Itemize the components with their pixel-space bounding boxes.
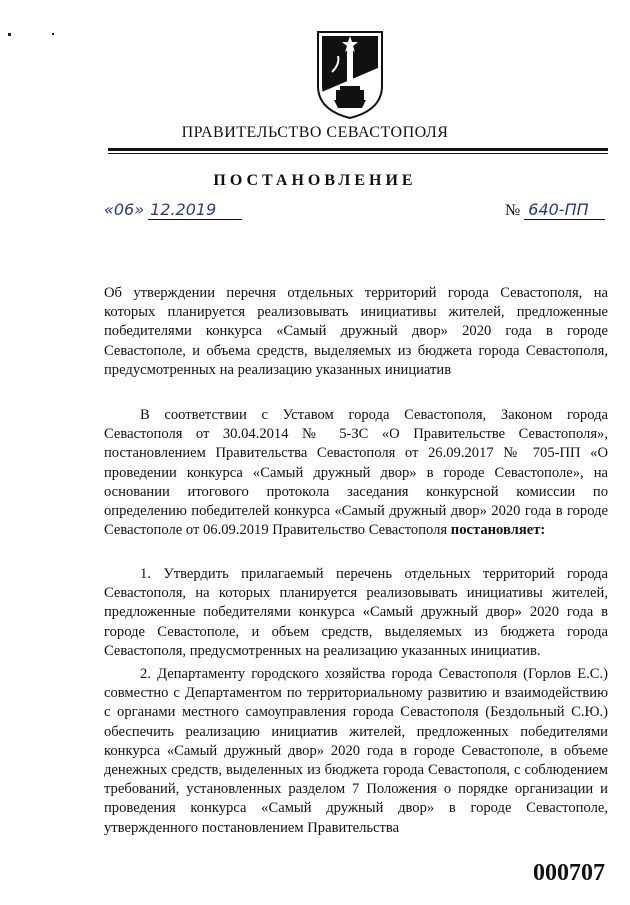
number-value: 640-ПП	[524, 200, 604, 220]
date-open-quote: «	[104, 200, 114, 219]
date-underline-tail	[218, 202, 242, 220]
document-subject: Об утверждении перечня отдельных территорий города Севастополя, на которых планируется реализовывать инициативы жителей, предложенные победителями конкурса «Самый дружный двор» 2020 года в городе Севастополе, и объема средств, выделяемых из бюджета города Севастополя, предусмотренных на реализацию указанных инициатив	[104, 285, 608, 378]
header-rule-thick	[108, 148, 608, 151]
serial-number: 000707	[533, 860, 605, 886]
sevastopol-coat-of-arms-icon	[314, 28, 386, 120]
resolves-word: постановляет:	[450, 522, 546, 539]
document-type-title: ПОСТАНОВЛЕНИЕ	[213, 172, 417, 189]
preamble-paragraph	[104, 406, 608, 540]
number-prefix: №	[505, 202, 521, 219]
item-1-paragraph: 1. Утвердить прилагаемый перечень отдельных территорий города Севастополя, на которых планируется реализовывать инициативы жителей, предложенные победителями конкурса «Самый дружный двор» 2020 года в городе Севастополе, и объем средств, выделяемых из бюджета города Севастополя, предусмотренных на реализацию указанных инициатив.	[104, 566, 608, 659]
preamble-text: В соответствии с Уставом города Севастополя, Законом города Севастополя от 30.04.2014 № 5-ЗС «О Правительстве Севастополя», постановлением Правительства Севастополя от 26.09.2017 № 705-ПП «О проведении конкурса «Самый дружный двор» в городе Севастополе», на основании итогового протокола заседания конкурсной комиссии по определению победителей конкурса «Самый дружный двор» 2020 года в городе Севастополе от 06.09.2019 Правительство Севастополя	[104, 407, 608, 539]
scan-speck	[52, 33, 54, 35]
date-month-year: 12.2019	[150, 200, 217, 219]
date-day: 06	[113, 200, 135, 219]
date-close-quote: »	[134, 200, 145, 219]
government-title: ПРАВИТЕЛЬСТВО СЕВАСТОПОЛЯ	[181, 124, 449, 141]
scan-speck	[8, 33, 11, 36]
document-date	[104, 200, 242, 220]
header-rule-thin	[108, 153, 608, 154]
item-2-paragraph: 2. Департаменту городского хозяйства города Севастополя (Горлов Е.С.) совместно с Департаментом по территориальному развитию и взаимодействию с органами местного самоуправления города Севастополя (Бездольный С.Ю.) обеспечить реализацию инициатив жителей, предложенных победителями конкурса «Самый дружный двор» 2020 года в городе Севастополе, в объеме денежных средств, выделенных из бюджета города Севастополя, с соблюдением требований, установленных разделом 7 Положения о порядке организации и проведения конкурса «Самый дружный двор» в городе Севастополе, утвержденного постановлением Правительства	[104, 666, 608, 836]
document-number	[505, 200, 605, 220]
